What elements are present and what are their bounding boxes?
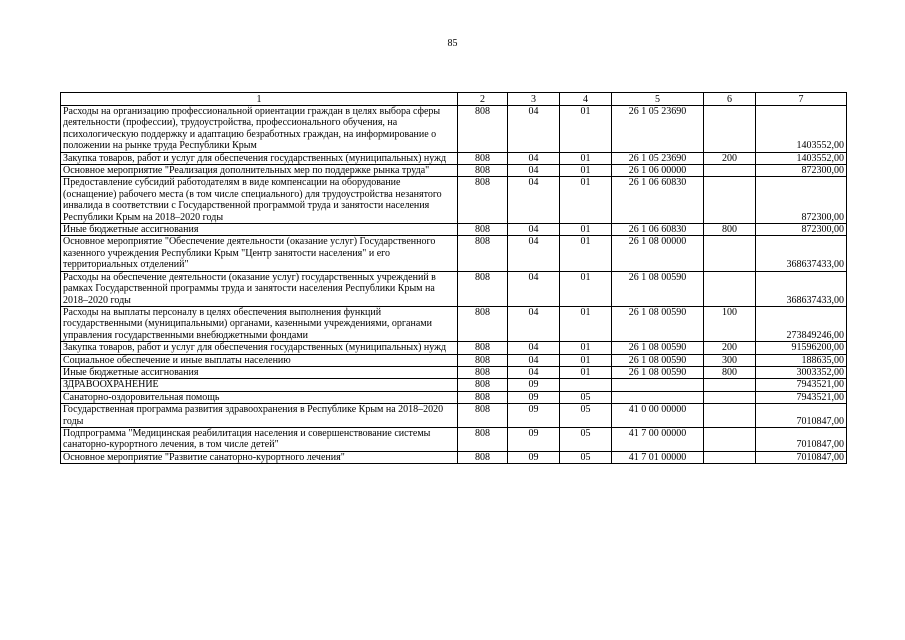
target-article-cell: 26 1 06 00000 xyxy=(612,165,704,177)
header-cell: 1 xyxy=(61,93,458,106)
expense-name-cell: Закупка товаров, работ и услуг для обеспечения государственных (муниципальных) нужд xyxy=(61,342,458,354)
expense-name-cell: Расходы на обеспечение деятельности (оказание услуг) государственных учреждений в рамках Государственной программы труда и занятости населения Республики Крым на 2018–2020 годы xyxy=(61,271,458,306)
expense-name-cell: Расходы на выплаты персоналу в целях обеспечения выполнения функций государственными (муниципальными) органами, казенными учреждениями, органами управления государственными внебюджетными фондами xyxy=(61,306,458,341)
section-code-cell: 09 xyxy=(508,391,560,403)
section-code-cell: 09 xyxy=(508,451,560,463)
expense-type-cell: 800 xyxy=(704,224,756,236)
header-cell: 3 xyxy=(508,93,560,106)
ministry-code-cell: 808 xyxy=(458,342,508,354)
subsection-code-cell: 01 xyxy=(560,106,612,153)
header-cell: 6 xyxy=(704,93,756,106)
target-article-cell: 26 1 06 60830 xyxy=(612,224,704,236)
expense-name-cell: Социальное обеспечение и иные выплаты населению xyxy=(61,354,458,366)
target-article-cell: 26 1 05 23690 xyxy=(612,106,704,153)
table-header-row xyxy=(61,93,847,106)
expense-type-cell: 200 xyxy=(704,342,756,354)
ministry-code-cell: 808 xyxy=(458,106,508,153)
ministry-code-cell: 808 xyxy=(458,306,508,341)
amount-cell: 273849246,00 xyxy=(756,306,847,341)
target-article-cell: 41 7 01 00000 xyxy=(612,451,704,463)
target-article-cell: 26 1 06 60830 xyxy=(612,177,704,224)
ministry-code-cell: 808 xyxy=(458,177,508,224)
subsection-code-cell: 01 xyxy=(560,224,612,236)
section-code-cell: 09 xyxy=(508,379,560,391)
page-number: 85 xyxy=(447,38,458,49)
subsection-code-cell: 01 xyxy=(560,177,612,224)
target-article-cell xyxy=(612,379,704,391)
expense-name-cell: Иные бюджетные ассигнования xyxy=(61,224,458,236)
amount-cell: 7010847,00 xyxy=(756,427,847,451)
table-row xyxy=(61,354,847,366)
ministry-code-cell: 808 xyxy=(458,427,508,451)
section-code-cell: 04 xyxy=(508,165,560,177)
section-code-cell: 04 xyxy=(508,236,560,271)
expense-type-cell xyxy=(704,404,756,428)
expense-name-cell: Основное мероприятие "Обеспечение деятельности (оказание услуг) Государственного казенного учреждения Республики Крым "Центр занятости населения" и его территориальных отделений" xyxy=(61,236,458,271)
table-row xyxy=(61,451,847,463)
section-code-cell: 04 xyxy=(508,354,560,366)
expense-type-cell: 300 xyxy=(704,354,756,366)
amount-cell: 7010847,00 xyxy=(756,404,847,428)
expense-type-cell xyxy=(704,427,756,451)
amount-cell: 7943521,00 xyxy=(756,391,847,403)
section-code-cell: 09 xyxy=(508,427,560,451)
amount-cell: 872300,00 xyxy=(756,165,847,177)
expense-name-cell: Государственная программа развития здравоохранения в Республике Крым на 2018–2020 годы xyxy=(61,404,458,428)
amount-cell: 1403552,00 xyxy=(756,106,847,153)
table-row xyxy=(61,342,847,354)
expense-name-cell: Подпрограмма "Медицинская реабилитация населения и совершенствование системы санаторно-курортного лечения, в том числе детей" xyxy=(61,427,458,451)
section-code-cell: 04 xyxy=(508,152,560,164)
expense-type-cell xyxy=(704,379,756,391)
table-row xyxy=(61,152,847,164)
subsection-code-cell: 01 xyxy=(560,342,612,354)
expense-name-cell: Закупка товаров, работ и услуг для обеспечения государственных (муниципальных) нужд xyxy=(61,152,458,164)
expense-name-cell: Основное мероприятие "Развитие санаторно-курортного лечения" xyxy=(61,451,458,463)
target-article-cell: 26 1 08 00590 xyxy=(612,342,704,354)
table-row xyxy=(61,366,847,378)
target-article-cell: 26 1 08 00590 xyxy=(612,306,704,341)
expense-type-cell xyxy=(704,165,756,177)
table-row xyxy=(61,306,847,341)
expense-type-cell xyxy=(704,391,756,403)
amount-cell: 368637433,00 xyxy=(756,236,847,271)
ministry-code-cell: 808 xyxy=(458,165,508,177)
header-cell: 5 xyxy=(612,93,704,106)
table-row xyxy=(61,236,847,271)
table-row xyxy=(61,165,847,177)
section-code-cell: 04 xyxy=(508,224,560,236)
amount-cell: 91596200,00 xyxy=(756,342,847,354)
ministry-code-cell: 808 xyxy=(458,366,508,378)
section-code-cell: 04 xyxy=(508,306,560,341)
ministry-code-cell: 808 xyxy=(458,379,508,391)
table-row xyxy=(61,224,847,236)
amount-cell: 872300,00 xyxy=(756,224,847,236)
amount-cell: 1403552,00 xyxy=(756,152,847,164)
target-article-cell: 26 1 05 23690 xyxy=(612,152,704,164)
expense-name-cell: Предоставление субсидий работодателям в виде компенсации на оборудование (оснащение) рабочего места (в том числе специального) для трудоустройства незанятого инвалида в соответствии с Государственной программой труда и занятости населения Республики Крым на 2018–2020 годы xyxy=(61,177,458,224)
expense-name-cell: Иные бюджетные ассигнования xyxy=(61,366,458,378)
expense-type-cell: 200 xyxy=(704,152,756,164)
subsection-code-cell: 01 xyxy=(560,165,612,177)
ministry-code-cell: 808 xyxy=(458,236,508,271)
expense-type-cell xyxy=(704,451,756,463)
target-article-cell: 26 1 08 00000 xyxy=(612,236,704,271)
target-article-cell: 41 0 00 00000 xyxy=(612,404,704,428)
target-article-cell xyxy=(612,391,704,403)
target-article-cell: 26 1 08 00590 xyxy=(612,271,704,306)
expense-type-cell xyxy=(704,106,756,153)
subsection-code-cell: 05 xyxy=(560,427,612,451)
expense-name-cell: Основное мероприятие "Реализация дополнительных мер по поддержке рынка труда" xyxy=(61,165,458,177)
subsection-code-cell: 05 xyxy=(560,391,612,403)
subsection-code-cell xyxy=(560,379,612,391)
amount-cell: 872300,00 xyxy=(756,177,847,224)
section-code-cell: 04 xyxy=(508,366,560,378)
subsection-code-cell: 01 xyxy=(560,354,612,366)
section-code-cell: 04 xyxy=(508,342,560,354)
ministry-code-cell: 808 xyxy=(458,451,508,463)
table-row xyxy=(61,106,847,153)
subsection-code-cell: 01 xyxy=(560,306,612,341)
ministry-code-cell: 808 xyxy=(458,404,508,428)
ministry-code-cell: 808 xyxy=(458,391,508,403)
section-code-cell: 09 xyxy=(508,404,560,428)
target-article-cell: 26 1 08 00590 xyxy=(612,366,704,378)
subsection-code-cell: 01 xyxy=(560,366,612,378)
ministry-code-cell: 808 xyxy=(458,354,508,366)
section-code-cell: 04 xyxy=(508,177,560,224)
ministry-code-cell: 808 xyxy=(458,224,508,236)
table-row xyxy=(61,379,847,391)
subsection-code-cell: 01 xyxy=(560,271,612,306)
header-cell: 2 xyxy=(458,93,508,106)
amount-cell: 368637433,00 xyxy=(756,271,847,306)
amount-cell: 188635,00 xyxy=(756,354,847,366)
expense-type-cell: 100 xyxy=(704,306,756,341)
amount-cell: 3003352,00 xyxy=(756,366,847,378)
expense-name-cell: Санаторно-оздоровительная помощь xyxy=(61,391,458,403)
section-code-cell: 04 xyxy=(508,106,560,153)
expense-type-cell: 800 xyxy=(704,366,756,378)
target-article-cell: 26 1 08 00590 xyxy=(612,354,704,366)
table-row xyxy=(61,177,847,224)
subsection-code-cell: 01 xyxy=(560,236,612,271)
expense-name-cell: ЗДРАВООХРАНЕНИЕ xyxy=(61,379,458,391)
header-cell: 4 xyxy=(560,93,612,106)
table-row xyxy=(61,404,847,428)
expense-type-cell xyxy=(704,177,756,224)
subsection-code-cell: 05 xyxy=(560,451,612,463)
budget-table xyxy=(60,92,847,464)
table-row xyxy=(61,271,847,306)
subsection-code-cell: 05 xyxy=(560,404,612,428)
table-row xyxy=(61,427,847,451)
table-row xyxy=(61,391,847,403)
section-code-cell: 04 xyxy=(508,271,560,306)
amount-cell: 7010847,00 xyxy=(756,451,847,463)
amount-cell: 7943521,00 xyxy=(756,379,847,391)
expense-name-cell: Расходы на организацию профессиональной ориентации граждан в целях выбора сферы деятельности (профессии), трудоустройства, профессионального обучения, на психологическую поддержку и адаптацию безработных граждан, на информирование о положении на рынке труда Республики Крым xyxy=(61,106,458,153)
target-article-cell: 41 7 00 00000 xyxy=(612,427,704,451)
header-cell: 7 xyxy=(756,93,847,106)
expense-type-cell xyxy=(704,236,756,271)
ministry-code-cell: 808 xyxy=(458,271,508,306)
expense-type-cell xyxy=(704,271,756,306)
ministry-code-cell: 808 xyxy=(458,152,508,164)
subsection-code-cell: 01 xyxy=(560,152,612,164)
